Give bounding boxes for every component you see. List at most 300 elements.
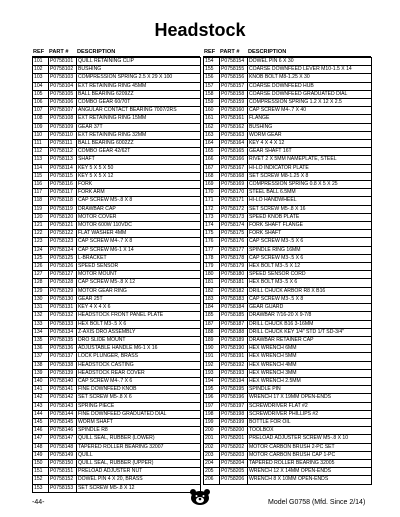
part-number-cell: P0758166 bbox=[220, 156, 248, 164]
part-number-cell: P0758174 bbox=[220, 222, 248, 230]
part-number-cell: P0758194 bbox=[220, 377, 248, 385]
description-cell: CAP SCREW M4-.7 X 40 bbox=[248, 107, 372, 115]
table-row bbox=[33, 443, 201, 451]
description-cell: DRO SLIDE MOUNT bbox=[77, 336, 201, 344]
part-number-cell: P0758155 bbox=[220, 66, 248, 74]
table-row bbox=[204, 164, 372, 172]
ref-cell: 118 bbox=[33, 197, 49, 205]
ref-cell: 125 bbox=[33, 254, 49, 262]
description-cell: PRELOAD ADJUSTER SCREW M5-.8 X 10 bbox=[248, 435, 372, 443]
table-row bbox=[33, 115, 201, 123]
description-cell: EXT RETAINING RING 45MM bbox=[77, 82, 201, 90]
ref-cell: 201 bbox=[204, 435, 220, 443]
description-cell: KEY 4 X 4 X 6 bbox=[77, 304, 201, 312]
ref-cell: 158 bbox=[204, 90, 220, 98]
table-row bbox=[33, 468, 201, 476]
ref-cell: 197 bbox=[204, 402, 220, 410]
ref-cell: 113 bbox=[33, 156, 49, 164]
ref-cell: 155 bbox=[204, 66, 220, 74]
ref-cell: 116 bbox=[33, 181, 49, 189]
table-row bbox=[33, 459, 201, 467]
table-row bbox=[204, 410, 372, 418]
table-row bbox=[33, 246, 201, 254]
table-row bbox=[204, 328, 372, 336]
part-number-cell: P0758192 bbox=[220, 361, 248, 369]
part-number-cell: P0758164 bbox=[220, 140, 248, 148]
part-number-cell: P0758145 bbox=[49, 418, 77, 426]
ref-cell: 189 bbox=[204, 336, 220, 344]
description-cell: DRILL CHUCK ARBOR R8 X B16 bbox=[248, 287, 372, 295]
description-cell: HEX WRENCH 4MM bbox=[248, 361, 372, 369]
table-row bbox=[33, 213, 201, 221]
description-cell: QUILL bbox=[77, 451, 201, 459]
part-number-cell: P0758107 bbox=[49, 107, 77, 115]
description-cell: HEX WRENCH 6MM bbox=[248, 345, 372, 353]
ref-cell: 150 bbox=[33, 459, 49, 467]
ref-cell: 133 bbox=[33, 320, 49, 328]
ref-cell: 145 bbox=[33, 418, 49, 426]
table-row bbox=[33, 222, 201, 230]
table-row bbox=[204, 377, 372, 385]
description-cell: SCREWDRIVER PHILLIPS #2 bbox=[248, 410, 372, 418]
description-cell: DRAWBAR RETAINER CAP bbox=[248, 336, 372, 344]
part-number-cell: P0758198 bbox=[220, 410, 248, 418]
description-cell: CAP SCREW M3-.5 X 8 bbox=[248, 295, 372, 303]
part-number-cell: P0758204 bbox=[220, 459, 248, 467]
description-cell: SPINDLE RING 16MM bbox=[248, 246, 372, 254]
part-number-cell: P0758108 bbox=[49, 115, 77, 123]
part-number-cell: P0758142 bbox=[49, 394, 77, 402]
description-cell: HEADSTOCK CASTING bbox=[77, 361, 201, 369]
description-cell: STEEL BALL 6.5MM bbox=[248, 189, 372, 197]
part-number-cell: P0758134 bbox=[49, 328, 77, 336]
table-row bbox=[204, 312, 372, 320]
description-cell: MOTOR 600W 110VDC bbox=[77, 222, 201, 230]
table-row bbox=[33, 181, 201, 189]
ref-cell: 188 bbox=[204, 328, 220, 336]
table-row bbox=[33, 90, 201, 98]
description-cell: CAP SCREW M4-.7 X 8 bbox=[77, 238, 201, 246]
part-number-cell: P0758114 bbox=[49, 164, 77, 172]
ref-cell: 154 bbox=[204, 58, 220, 66]
description-cell: FORK SHAFT FLANGE bbox=[248, 222, 372, 230]
ref-cell: 156 bbox=[204, 74, 220, 82]
table-row bbox=[33, 131, 201, 139]
ref-cell: 120 bbox=[33, 213, 49, 221]
ref-cell: 132 bbox=[33, 312, 49, 320]
description-cell: CAP SCREW M6-1 X 14 bbox=[77, 246, 201, 254]
parts-header-left bbox=[32, 48, 200, 57]
description-cell: BOTTLE FOR OIL bbox=[248, 418, 372, 426]
ref-cell: 170 bbox=[204, 189, 220, 197]
description-cell: FORK ARM bbox=[77, 189, 201, 197]
ref-cell: 108 bbox=[33, 115, 49, 123]
part-number-cell: P0758150 bbox=[49, 459, 77, 467]
description-cell: DRILL CHUCK B16 3-16MM bbox=[248, 320, 372, 328]
ref-cell: 194 bbox=[204, 377, 220, 385]
page-title: Headstock bbox=[154, 20, 246, 40]
part-number-cell: P0758126 bbox=[49, 263, 77, 271]
part-number-cell: P0758139 bbox=[49, 369, 77, 377]
description-cell: BALL BEARING 6209ZZ bbox=[77, 90, 201, 98]
ref-cell: 140 bbox=[33, 377, 49, 385]
description-cell: RIVET 2 X 5MM NAMEPLATE, STEEL bbox=[248, 156, 372, 164]
table-row bbox=[204, 189, 372, 197]
table-row bbox=[204, 386, 372, 394]
ref-cell: 169 bbox=[204, 181, 220, 189]
part-number-cell: P0758123 bbox=[49, 238, 77, 246]
ref-cell: 112 bbox=[33, 148, 49, 156]
description-cell: FLAT WASHER 4MM bbox=[77, 230, 201, 238]
ref-cell: 107 bbox=[33, 107, 49, 115]
ref-cell: 121 bbox=[33, 222, 49, 230]
description-cell: EXT RETAINING RING 32MM bbox=[77, 131, 201, 139]
part-number-cell: P0758201 bbox=[220, 435, 248, 443]
description-cell: SPINDLE R8 bbox=[77, 427, 201, 435]
description-cell: DRAWBAR 7/16-20 X 9-7/8 bbox=[248, 312, 372, 320]
ref-cell: 147 bbox=[33, 435, 49, 443]
part-number-cell: P0758169 bbox=[220, 181, 248, 189]
table-row bbox=[204, 476, 372, 484]
table-row bbox=[33, 353, 201, 361]
description-cell: HI-LO INDICATOR PLATE bbox=[248, 164, 372, 172]
table-row bbox=[204, 254, 372, 262]
table-row bbox=[33, 82, 201, 90]
header-part: PART # bbox=[49, 49, 69, 55]
table-row bbox=[204, 320, 372, 328]
table-row bbox=[204, 402, 372, 410]
ref-cell: 143 bbox=[33, 402, 49, 410]
table-row bbox=[204, 131, 372, 139]
description-cell: FORK bbox=[77, 181, 201, 189]
description-cell: CAP SCREW M3-.5 X 6 bbox=[248, 254, 372, 262]
ref-cell: 141 bbox=[33, 386, 49, 394]
part-number-cell: P0758117 bbox=[49, 189, 77, 197]
table-row bbox=[33, 238, 201, 246]
ref-cell: 182 bbox=[204, 287, 220, 295]
description-cell: DRAWBAR CAP bbox=[77, 205, 201, 213]
description-cell: TAPERED ROLLER BEARING 32005 bbox=[248, 459, 372, 467]
part-number-cell: P0758151 bbox=[49, 468, 77, 476]
description-cell: MOTOR GEAR RING bbox=[77, 287, 201, 295]
ref-cell: 101 bbox=[33, 58, 49, 66]
table-row bbox=[204, 427, 372, 435]
ref-cell: 135 bbox=[33, 336, 49, 344]
table-row bbox=[33, 205, 201, 213]
part-number-cell: P0758121 bbox=[49, 222, 77, 230]
table-row bbox=[204, 353, 372, 361]
ref-cell: 131 bbox=[33, 304, 49, 312]
ref-cell: 204 bbox=[204, 459, 220, 467]
table-row bbox=[33, 107, 201, 115]
ref-cell: 126 bbox=[33, 263, 49, 271]
ref-cell: 160 bbox=[204, 107, 220, 115]
part-number-cell: P0758144 bbox=[49, 410, 77, 418]
header-ref: REF bbox=[33, 49, 45, 55]
ref-cell: 203 bbox=[204, 451, 220, 459]
description-cell: HEX WRENCH 5MM bbox=[248, 353, 372, 361]
part-number-cell: P0758132 bbox=[49, 312, 77, 320]
table-row bbox=[204, 156, 372, 164]
description-cell: COMBO GEAR 42/62T bbox=[77, 148, 201, 156]
table-row bbox=[33, 58, 201, 66]
table-row bbox=[33, 123, 201, 131]
part-number-cell: P0758131 bbox=[49, 304, 77, 312]
table-row bbox=[33, 148, 201, 156]
table-row bbox=[33, 435, 201, 443]
description-cell: MOTOR COVER bbox=[77, 213, 201, 221]
ref-cell: 205 bbox=[204, 468, 220, 476]
part-number-cell: P0758203 bbox=[220, 451, 248, 459]
table-row bbox=[33, 254, 201, 262]
description-cell: COMPRESSION SPRING 1.2 X 12 X 2.5 bbox=[248, 99, 372, 107]
table-row bbox=[204, 435, 372, 443]
ref-cell: 177 bbox=[204, 246, 220, 254]
ref-cell: 152 bbox=[33, 476, 49, 484]
description-cell: DOWEL PIN 4 X 20, BRASS bbox=[77, 476, 201, 484]
description-cell: SET SCREW M5-.8 X 12 bbox=[77, 484, 201, 492]
description-cell: SPINDLE PIN bbox=[248, 386, 372, 394]
part-number-cell: P0758187 bbox=[220, 320, 248, 328]
part-number-cell: P0758180 bbox=[220, 271, 248, 279]
ref-cell: 180 bbox=[204, 271, 220, 279]
description-cell: DRILL CHUCK KEY 1/4" STD 1/T SD-3/4" bbox=[248, 328, 372, 336]
description-cell: HEX BOLT M3-.5 X 6 bbox=[248, 279, 372, 287]
part-number-cell: P0758193 bbox=[220, 369, 248, 377]
part-number-cell: P0758101 bbox=[49, 58, 77, 66]
description-cell: HEX BOLT M3-.5 X 6 bbox=[77, 320, 201, 328]
ref-cell: 173 bbox=[204, 213, 220, 221]
description-cell: MOTOR CARBON BRUSH 2-PC SET bbox=[248, 443, 372, 451]
description-cell: Z-AXIS DRO ASSEMBLY bbox=[77, 328, 201, 336]
table-row bbox=[204, 123, 372, 131]
table-row bbox=[204, 246, 372, 254]
ref-cell: 104 bbox=[33, 82, 49, 90]
part-number-cell: P0758129 bbox=[49, 287, 77, 295]
ref-cell: 171 bbox=[204, 197, 220, 205]
ref-cell: 151 bbox=[33, 468, 49, 476]
table-row bbox=[33, 140, 201, 148]
table-row bbox=[33, 74, 201, 82]
part-number-cell: P0758190 bbox=[220, 345, 248, 353]
table-row bbox=[33, 345, 201, 353]
part-number-cell: P0758163 bbox=[220, 131, 248, 139]
table-row bbox=[33, 271, 201, 279]
part-number-cell: P0758152 bbox=[49, 476, 77, 484]
ref-cell: 129 bbox=[33, 287, 49, 295]
header-description: DESCRIPTION bbox=[77, 49, 116, 55]
ref-cell: 168 bbox=[204, 172, 220, 180]
description-cell: SET SCREW M5-.8 X 16 bbox=[248, 205, 372, 213]
table-row bbox=[33, 418, 201, 426]
description-cell: SCREWDRIVER FLAT #2 bbox=[248, 402, 372, 410]
page-number: -44- bbox=[32, 499, 45, 506]
part-number-cell: P0758154 bbox=[220, 58, 248, 66]
table-row bbox=[204, 361, 372, 369]
ref-cell: 178 bbox=[204, 254, 220, 262]
table-row bbox=[204, 74, 372, 82]
description-cell: WORM SHAFT bbox=[77, 418, 201, 426]
table-row bbox=[204, 418, 372, 426]
table-row bbox=[204, 148, 372, 156]
description-cell: QUILL RETAINING CLIP bbox=[77, 58, 201, 66]
part-number-cell: P0758118 bbox=[49, 197, 77, 205]
ref-cell: 138 bbox=[33, 361, 49, 369]
description-cell: EXT RETAINING RING 15MM bbox=[77, 115, 201, 123]
description-cell: HEX WRENCH 2.5MM bbox=[248, 377, 372, 385]
parts-table-left bbox=[32, 57, 201, 493]
part-number-cell: P0758103 bbox=[49, 74, 77, 82]
table-row bbox=[33, 66, 201, 74]
part-number-cell: P0758138 bbox=[49, 361, 77, 369]
table-row bbox=[204, 181, 372, 189]
part-number-cell: P0758196 bbox=[220, 394, 248, 402]
part-number-cell: P0758159 bbox=[220, 99, 248, 107]
ref-cell: 134 bbox=[33, 328, 49, 336]
ref-cell: 122 bbox=[33, 230, 49, 238]
parts-list-left bbox=[32, 48, 200, 493]
ref-cell: 109 bbox=[33, 123, 49, 131]
part-number-cell: P0758182 bbox=[220, 287, 248, 295]
ref-cell: 200 bbox=[204, 427, 220, 435]
table-row bbox=[33, 394, 201, 402]
part-number-cell: P0758205 bbox=[220, 468, 248, 476]
ref-cell: 144 bbox=[33, 410, 49, 418]
part-number-cell: P0758170 bbox=[220, 189, 248, 197]
ref-cell: 174 bbox=[204, 222, 220, 230]
part-number-cell: P0758115 bbox=[49, 172, 77, 180]
ref-cell: 185 bbox=[204, 312, 220, 320]
model-label: Model G0758 (Mfd. Since 2/14) bbox=[268, 499, 366, 506]
part-number-cell: P0758188 bbox=[220, 328, 248, 336]
description-cell: TOOLBOX bbox=[248, 427, 372, 435]
part-number-cell: P0758173 bbox=[220, 213, 248, 221]
part-number-cell: P0758104 bbox=[49, 82, 77, 90]
parts-header-right bbox=[203, 48, 371, 57]
description-cell: CAP SCREW M4-.7 X 6 bbox=[77, 377, 201, 385]
part-number-cell: P0758161 bbox=[220, 115, 248, 123]
ref-cell: 199 bbox=[204, 418, 220, 426]
part-number-cell: P0758160 bbox=[220, 107, 248, 115]
parts-list-right bbox=[203, 48, 371, 485]
ref-cell: 206 bbox=[204, 476, 220, 484]
ref-cell: 162 bbox=[204, 123, 220, 131]
table-row bbox=[33, 304, 201, 312]
description-cell: TAPERED ROLLER BEARING 32007 bbox=[77, 443, 201, 451]
ref-cell: 198 bbox=[204, 410, 220, 418]
ref-cell: 124 bbox=[33, 246, 49, 254]
description-cell: MOTOR CARBON BRUSH CAP 1-PC bbox=[248, 451, 372, 459]
part-number-cell: P0758109 bbox=[49, 123, 77, 131]
description-cell: MOTOR MOUNT bbox=[77, 271, 201, 279]
description-cell: GEAR SHAFT 16T bbox=[248, 148, 372, 156]
part-number-cell: P0758120 bbox=[49, 213, 77, 221]
table-row bbox=[33, 336, 201, 344]
part-number-cell: P0758122 bbox=[49, 230, 77, 238]
ref-cell: 191 bbox=[204, 353, 220, 361]
part-number-cell: P0758189 bbox=[220, 336, 248, 344]
ref-cell: 159 bbox=[204, 99, 220, 107]
table-row bbox=[204, 295, 372, 303]
table-row bbox=[33, 476, 201, 484]
description-cell: SET SCREW M5-.8 X 6 bbox=[77, 394, 201, 402]
description-cell: HEADSTOCK FRONT PANEL PLATE bbox=[77, 312, 201, 320]
table-row bbox=[33, 287, 201, 295]
table-row bbox=[204, 263, 372, 271]
header-ref: REF bbox=[204, 49, 216, 55]
table-row bbox=[204, 394, 372, 402]
description-cell: WRENCH 8 X 10MM OPEN-ENDS bbox=[248, 476, 372, 484]
ref-cell: 123 bbox=[33, 238, 49, 246]
part-number-cell: P0758148 bbox=[49, 443, 77, 451]
description-cell: WORM GEAR bbox=[248, 131, 372, 139]
ref-cell: 161 bbox=[204, 115, 220, 123]
description-cell: COARSE DOWNFEED HUB bbox=[248, 82, 372, 90]
ref-cell: 136 bbox=[33, 345, 49, 353]
table-row bbox=[204, 197, 372, 205]
table-row bbox=[33, 99, 201, 107]
ref-cell: 166 bbox=[204, 156, 220, 164]
ref-cell: 165 bbox=[204, 148, 220, 156]
description-cell: BUSHING bbox=[248, 123, 372, 131]
ref-cell: 193 bbox=[204, 369, 220, 377]
part-number-cell: P0758105 bbox=[49, 90, 77, 98]
description-cell: FORK SHAFT bbox=[248, 230, 372, 238]
part-number-cell: P0758162 bbox=[220, 123, 248, 131]
part-number-cell: P0758127 bbox=[49, 271, 77, 279]
ref-cell: 117 bbox=[33, 189, 49, 197]
ref-cell: 130 bbox=[33, 295, 49, 303]
table-row bbox=[33, 386, 201, 394]
description-cell: COMPRESSION SPRING 0.8 X 5 X 25 bbox=[248, 181, 372, 189]
part-number-cell: P0758141 bbox=[49, 386, 77, 394]
part-number-cell: P0758165 bbox=[220, 148, 248, 156]
table-row bbox=[33, 230, 201, 238]
table-row bbox=[204, 58, 372, 66]
description-cell: KEY 5 X 5 X 12 bbox=[77, 172, 201, 180]
description-cell: FINE DOWNFEED GRADUATED DIAL bbox=[77, 410, 201, 418]
part-number-cell: P0758158 bbox=[220, 90, 248, 98]
table-row bbox=[33, 320, 201, 328]
ref-cell: 102 bbox=[33, 66, 49, 74]
part-number-cell: P0758157 bbox=[220, 82, 248, 90]
table-row bbox=[33, 484, 201, 492]
description-cell: CAP SCREW M3-.5 X 6 bbox=[248, 238, 372, 246]
description-cell: COARSE DOWNFEED LEVER M10-1.5 X 14 bbox=[248, 66, 372, 74]
ref-cell: 195 bbox=[204, 386, 220, 394]
ref-cell: 176 bbox=[204, 238, 220, 246]
table-row bbox=[204, 107, 372, 115]
table-row bbox=[33, 295, 201, 303]
part-number-cell: P0758197 bbox=[220, 402, 248, 410]
part-number-cell: P0758125 bbox=[49, 254, 77, 262]
part-number-cell: P0758112 bbox=[49, 148, 77, 156]
table-row bbox=[33, 189, 201, 197]
ref-cell: 127 bbox=[33, 271, 49, 279]
table-row bbox=[33, 427, 201, 435]
part-number-cell: P0758175 bbox=[220, 230, 248, 238]
table-row bbox=[204, 230, 372, 238]
ref-cell: 196 bbox=[204, 394, 220, 402]
part-number-cell: P0758136 bbox=[49, 345, 77, 353]
description-cell: CAP SCREW M5-.8 X 8 bbox=[77, 197, 201, 205]
part-number-cell: P0758191 bbox=[220, 353, 248, 361]
ref-cell: 148 bbox=[33, 443, 49, 451]
table-row bbox=[33, 263, 201, 271]
part-number-cell: P0758116 bbox=[49, 181, 77, 189]
ref-cell: 153 bbox=[33, 484, 49, 492]
table-row bbox=[204, 287, 372, 295]
